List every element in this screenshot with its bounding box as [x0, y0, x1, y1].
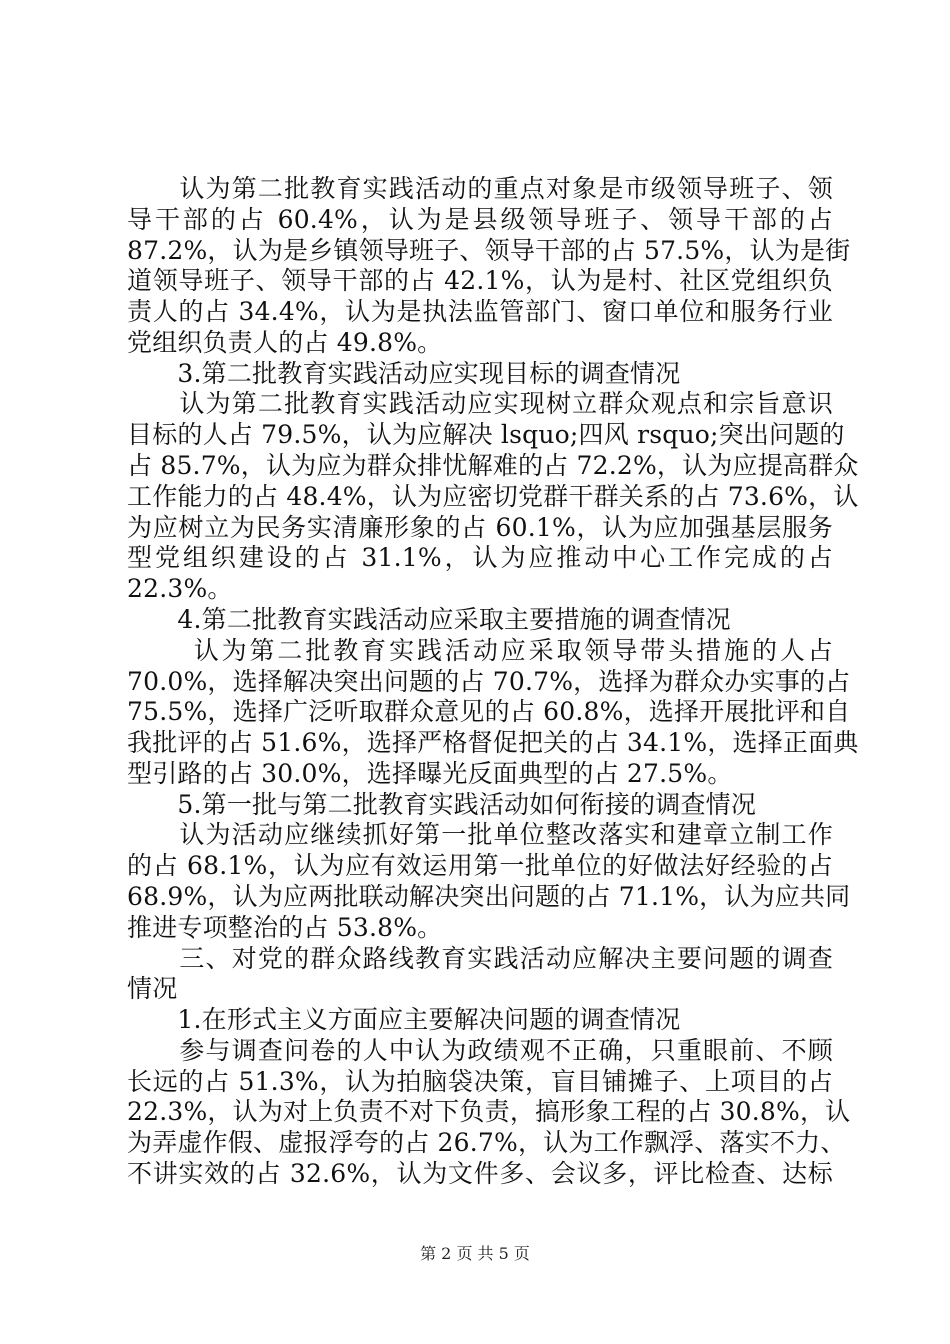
page-number-footer: 第 2 页 共 5 页 [420, 1244, 530, 1263]
paragraph-line: 认为活动应继续抓好第一批单位整改落实和建章立制工作 [127, 820, 833, 849]
paragraph-line: 参与调查问卷的人中认为政绩观不正确，只重眼前、不顾 [127, 1036, 833, 1065]
paragraph-line: 工作能力的占 48.4%，认为应密切党群干群关系的占 73.6%，认 [127, 482, 859, 511]
subsection-heading: 1.在形式主义方面应主要解决问题的调查情况 [127, 1005, 681, 1034]
paragraph-line: 型党组织建设的占 31.1%，认为应推动中心工作完成的占 [127, 543, 833, 572]
paragraph-line: 认为第二批教育实践活动的重点对象是市级领导班子、领 [127, 174, 833, 203]
paragraph-line: 68.9%，认为应两批联动解决突出问题的占 71.1%，认为应共同 [127, 882, 851, 911]
paragraph-line: 导干部的占 60.4%，认为是县级领导班子、领导干部的占 [127, 205, 833, 234]
paragraph-line: 道领导班子、领导干部的占 42.1%，认为是村、社区党组织负 [127, 266, 833, 295]
paragraph-line: 87.2%，认为是乡镇领导班子、领导干部的占 57.5%，认为是街 [127, 236, 851, 265]
paragraph-line: 长远的占 51.3%，认为拍脑袋决策，盲目铺摊子、上项目的占 [127, 1067, 833, 1096]
paragraph-line: 党组织负责人的占 49.8%。 [127, 328, 443, 357]
paragraph-line: 不讲实效的占 32.6%，认为文件多、会议多，评比检查、达标 [127, 1159, 833, 1188]
section-heading: 5.第一批与第二批教育实践活动如何衔接的调查情况 [127, 790, 757, 819]
paragraph-line: 为弄虚作假、虚报浮夸的占 26.7%，认为工作飘浮、落实不力、 [127, 1128, 846, 1157]
section-heading: 情况 [127, 974, 178, 1003]
paragraph-line: 认为第二批教育实践活动应实现树立群众观点和宗旨意识 [127, 389, 833, 418]
section-heading: 4.第二批教育实践活动应采取主要措施的调查情况 [127, 605, 731, 634]
paragraph-line: 认为第二批教育实践活动应采取领导带头措施的人占 [127, 636, 833, 665]
paragraph-line: 75.5%，选择广泛听取群众意见的占 60.8%，选择开展批评和自 [127, 697, 851, 726]
section-heading: 3.第二批教育实践活动应实现目标的调查情况 [127, 359, 681, 388]
paragraph-line: 22.3%，认为对上负责不对下负责，搞形象工程的占 30.8%，认 [127, 1097, 851, 1126]
section-heading: 三、对党的群众路线教育实践活动应解决主要问题的调查 [127, 944, 833, 973]
paragraph-line: 推进专项整治的占 53.8%。 [127, 913, 443, 942]
paragraph-line: 占 85.7%，认为应为群众排忧解难的占 72.2%，认为应提高群众 [127, 451, 859, 480]
paragraph-line: 22.3%。 [127, 574, 233, 603]
paragraph-line: 型引路的占 30.0%，选择曝光反面典型的占 27.5%。 [127, 759, 733, 788]
paragraph-line: 我批评的占 51.6%，选择严格督促把关的占 34.1%，选择正面典 [127, 728, 859, 757]
paragraph-line: 70.0%，选择解决突出问题的占 70.7%，选择为群众办实事的占 [127, 667, 851, 696]
paragraph-line: 的占 68.1%，认为应有效运用第一批单位的好做法好经验的占 [127, 851, 833, 880]
paragraph-line: 目标的人占 79.5%，认为应解决 lsquo;四风 rsquo;突出问题的 [127, 420, 845, 449]
paragraph-line: 为应树立为民务实清廉形象的占 60.1%，认为应加强基层服务 [127, 513, 833, 542]
paragraph-line: 责人的占 34.4%，认为是执法监管部门、窗口单位和服务行业 [127, 297, 833, 326]
